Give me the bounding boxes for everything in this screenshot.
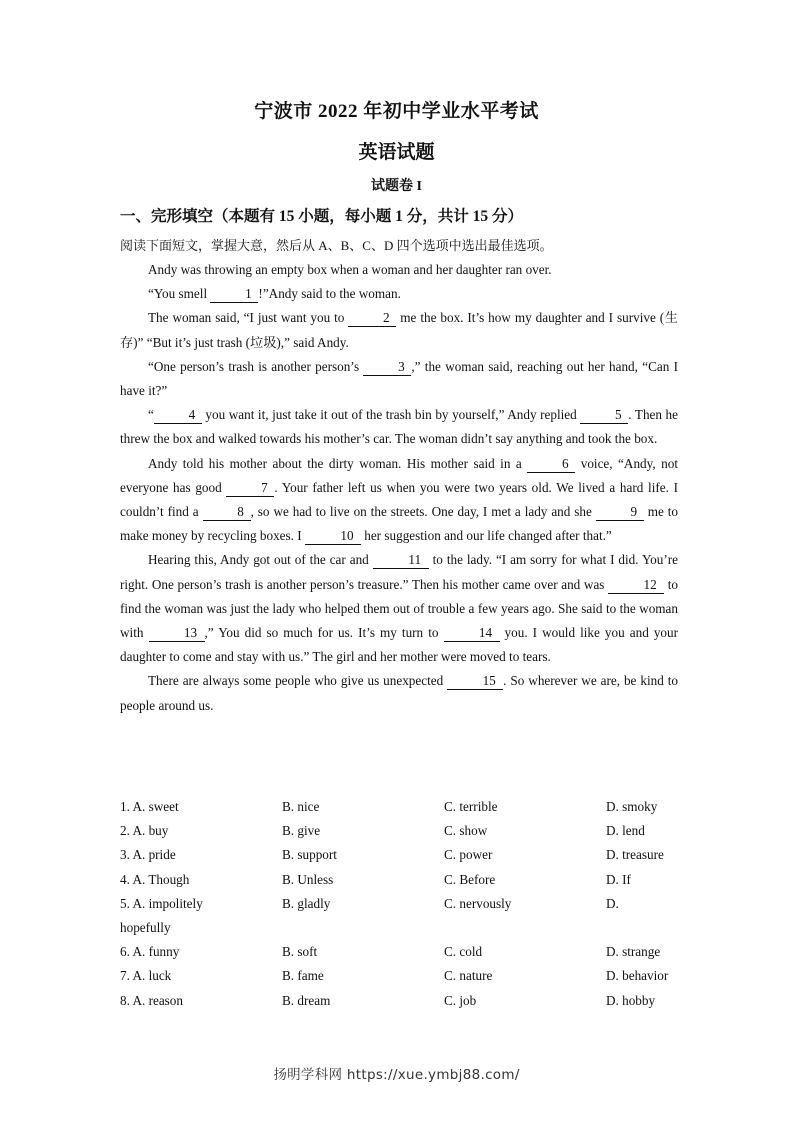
paragraph-text: me to make money by recycling boxes. I xyxy=(120,504,678,544)
paragraph-text: . Your father left us when you were two years old. We lived a hard life. I couldn’t find a xyxy=(120,479,678,520)
option-c: C. nervously xyxy=(444,895,512,911)
paragraph-text: her suggestion and our life changed after that.” xyxy=(360,528,612,544)
option-b: B. support xyxy=(282,847,337,863)
option-c: C. job xyxy=(444,992,477,1008)
option-c: C. cold xyxy=(444,944,483,960)
blank-7: 7 xyxy=(226,480,274,497)
blank-6: 6 xyxy=(527,456,575,473)
paragraph-6 xyxy=(120,452,678,549)
paragraph-8 xyxy=(120,669,678,717)
option-row xyxy=(120,868,680,892)
blank-11: 11 xyxy=(373,552,429,569)
blank-1: 1 xyxy=(210,286,258,303)
option-d: D. lend xyxy=(606,823,645,839)
option-d: D. hobby xyxy=(606,992,656,1008)
blank-15: 15 xyxy=(447,673,503,690)
paragraph-text: !”Andy said to the woman. xyxy=(258,286,401,302)
blank-5: 5 xyxy=(580,407,628,424)
paragraph-text: Andy was throwing an empty box when a woman and her daughter ran over. xyxy=(148,262,552,277)
option-c: C. terrible xyxy=(444,799,498,814)
section-heading: 一、完形填空（本题有 15 小题，每小题 1 分，共计 15 分） xyxy=(120,208,524,225)
option-row xyxy=(120,843,680,867)
blank-4: 4 xyxy=(154,407,202,424)
paragraph-text: voice, “Andy, not everyone has good xyxy=(120,455,678,495)
blank-12: 12 xyxy=(608,577,664,594)
option-a: 8. A. reason xyxy=(120,992,183,1008)
option-d: D. smoky xyxy=(606,799,658,814)
option-b: B. Unless xyxy=(282,871,334,887)
paragraph-text: Andy told his mother about the dirty woman. His mother said in a xyxy=(148,455,528,471)
paragraph-text: you. I would like you and your daughter to come and stay with us.” The girl and her mother were moved to tears. xyxy=(120,625,679,665)
section-instruction: 阅读下面短文，掌握大意，然后从 A、B、C、D 四个选项中选出最佳选项。 xyxy=(120,238,553,253)
blank-14: 14 xyxy=(444,625,500,642)
option-d: D. strange xyxy=(606,944,661,960)
paragraph-text: ,” You did so much for us. It’s my turn to xyxy=(204,625,444,641)
option-d: D. behavior xyxy=(606,968,669,984)
option-a: 5. A. impolitely xyxy=(120,895,203,911)
paper-label: 试题卷 I xyxy=(371,179,422,194)
cloze-passage xyxy=(120,258,678,718)
paragraph-4 xyxy=(120,355,678,403)
paragraph-text: , so we had to live on the streets. One day, I met a lady and she xyxy=(250,504,596,520)
paragraph-text: “ xyxy=(148,407,154,423)
option-c: C. nature xyxy=(444,968,493,984)
option-row xyxy=(120,819,680,843)
option-b: B. gladly xyxy=(282,895,331,911)
option-a: 2. A. buy xyxy=(120,823,169,839)
paragraph-1 xyxy=(120,258,678,282)
paragraph-text: Hearing this, Andy got out of the car and xyxy=(148,552,373,568)
paragraph-text: “One person’s trash is another person’s xyxy=(148,358,364,374)
option-d: D. If xyxy=(606,871,631,887)
paragraph-2 xyxy=(120,282,678,306)
option-row xyxy=(120,940,680,964)
paragraph-text: you want it, just take it out of the trash bin by yourself,” Andy replied xyxy=(201,407,581,423)
blank-9: 9 xyxy=(596,504,644,521)
option-c: C. Before xyxy=(444,871,496,887)
blank-8: 8 xyxy=(203,504,251,521)
option-a: 6. A. funny xyxy=(120,944,180,960)
option-b: B. soft xyxy=(282,944,318,960)
option-row xyxy=(120,892,680,916)
exam-title: 宁波市 2022 年初中学业水平考试 xyxy=(254,101,539,122)
option-c: C. power xyxy=(444,847,493,863)
paragraph-text: ,” the woman said, reaching out her hand, “Can I have it?” xyxy=(120,358,678,399)
option-d: D. xyxy=(606,895,619,911)
option-row-wrap xyxy=(120,916,680,940)
paragraph-text: to find the woman was just the lady who helped them out of trouble a few years ago. She said to the woman with xyxy=(120,576,679,641)
subject-title: 英语试题 xyxy=(358,142,435,163)
paragraph-text: to the lady. “I am sorry for what I did. You’re right. One person’s trash is another person’s treasure.” Then his mother came over and was xyxy=(120,552,679,592)
option-a: 1. A. sweet xyxy=(120,799,179,814)
paragraph-text: There are always some people who give us unexpected xyxy=(148,673,448,689)
paragraph-text: . So wherever we are, be kind to people around us. xyxy=(120,673,679,713)
option-row xyxy=(120,989,680,1013)
blank-2: 2 xyxy=(348,310,396,327)
option-b: B. give xyxy=(282,823,321,839)
blank-13: 13 xyxy=(149,625,205,642)
paragraph-7 xyxy=(120,548,678,669)
option-a: 7. A. luck xyxy=(120,968,172,984)
paragraph-text: The woman said, “I just want you to xyxy=(148,310,349,326)
option-row xyxy=(120,795,680,819)
blank-3: 3 xyxy=(363,359,411,376)
footer-watermark: 扬明学科网 https://xue.ymbj88.com/ xyxy=(273,1067,520,1083)
option-b: B. dream xyxy=(282,992,331,1008)
paragraph-text: . Then he threw the box and walked towards his mother’s car. The woman didn’t say anything and took the box. xyxy=(120,407,678,447)
option-d: D. treasure xyxy=(606,847,664,863)
paragraph-text: “You smell xyxy=(148,286,211,302)
option-b: B. nice xyxy=(282,799,320,814)
option-a: 3. A. pride xyxy=(120,847,176,863)
option-a: 4. A. Though xyxy=(120,871,190,887)
blank-10: 10 xyxy=(305,528,361,545)
option-d-wrapped: hopefully xyxy=(120,919,171,935)
option-row xyxy=(120,964,680,988)
option-c: C. show xyxy=(444,823,488,839)
options-list xyxy=(120,795,680,1013)
paragraph-3 xyxy=(120,306,678,354)
paragraph-text: me the box. It’s how my daughter and I survive (生存)” “But it’s just trash (垃圾),” said Andy. xyxy=(120,310,678,350)
paragraph-5 xyxy=(120,403,678,451)
option-b: B. fame xyxy=(282,968,324,984)
